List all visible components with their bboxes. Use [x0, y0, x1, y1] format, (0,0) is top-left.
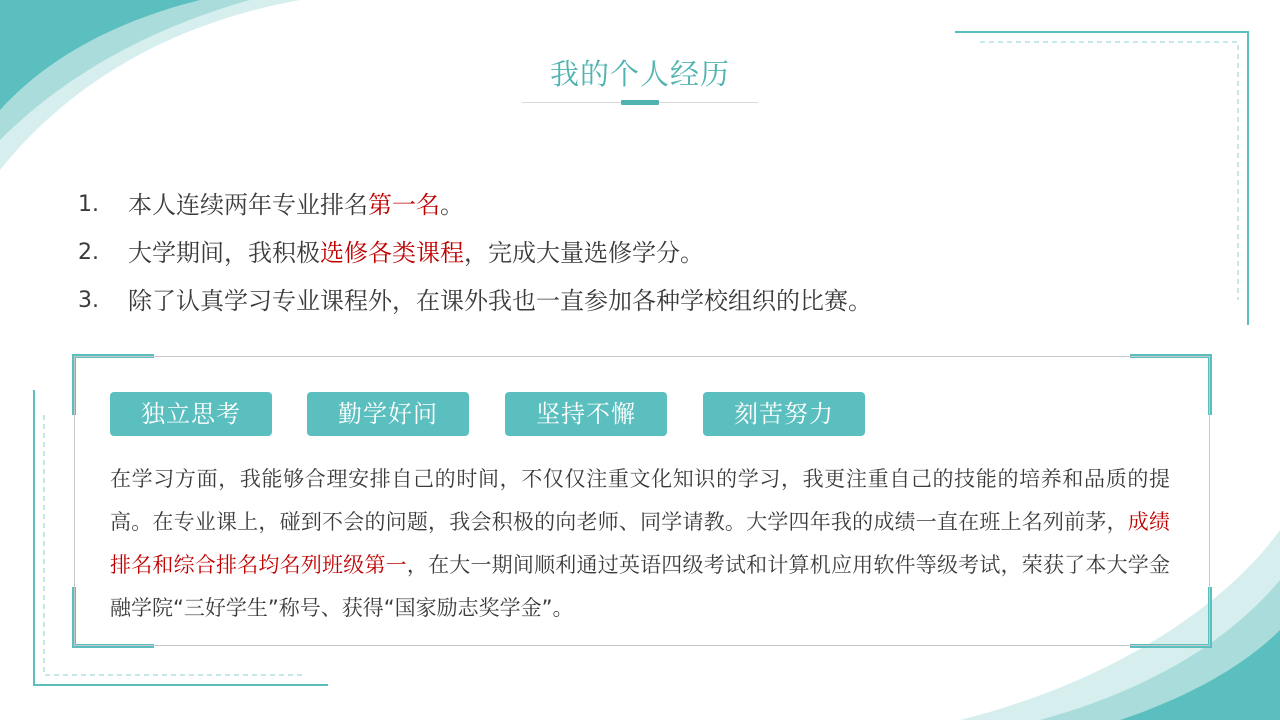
list-text-plain-end: 。 [440, 191, 464, 219]
list-text [128, 234, 704, 272]
experience-list [78, 186, 1178, 330]
list-text [128, 186, 464, 224]
tag-diligent-inquiry: 勤学好问 [307, 392, 469, 436]
list-number: 3. [78, 288, 99, 313]
page-title: 我的个人经历 [549, 57, 730, 91]
paragraph-plain: 在学习方面，我能够合理安排自己的时间，不仅仅注重文化知识的学习，我更注重自己的技能的培养和品质的提高。在专业课上，碰到不会的问题，我会积极的向老师、同学请教。大学四年我的成绩一直在班上名列前茅， [110, 467, 1170, 534]
list-text-plain-end: ，完成大量选修学分。 [464, 239, 704, 267]
list-text-plain: 本人连续两年专业排名 [128, 191, 368, 219]
list-item [78, 282, 1178, 330]
tag-perseverance: 坚持不懈 [505, 392, 667, 436]
list-text-highlight: 选修各类课程 [320, 239, 464, 267]
title-block [522, 46, 758, 106]
list-text [128, 282, 872, 320]
list-item [78, 234, 1178, 282]
description-paragraph [110, 458, 1170, 630]
list-text-plain: 除了认真学习专业课程外，在课外我也一直参加各种学校组织的比赛。 [128, 287, 872, 315]
list-item [78, 186, 1178, 234]
list-text-highlight: 第一名 [368, 191, 440, 219]
paragraph-plain-end: ，在大一期间顺利通过英语四级考试和计算机应用软件等级考试，荣获了本大学金融学院“三好学生”称号、获得“国家励志奖学金”。 [110, 553, 1170, 620]
list-text-plain: 大学期间，我积极 [128, 239, 320, 267]
paragraph-highlight: 成绩排名和综合排名均名列班级第一 [110, 510, 1171, 577]
title-accent-bar [621, 100, 659, 105]
list-number: 1. [78, 192, 99, 217]
list-number: 2. [78, 240, 99, 265]
tag-hard-work: 刻苦努力 [703, 392, 865, 436]
tag-independent-thinking: 独立思考 [110, 392, 272, 436]
